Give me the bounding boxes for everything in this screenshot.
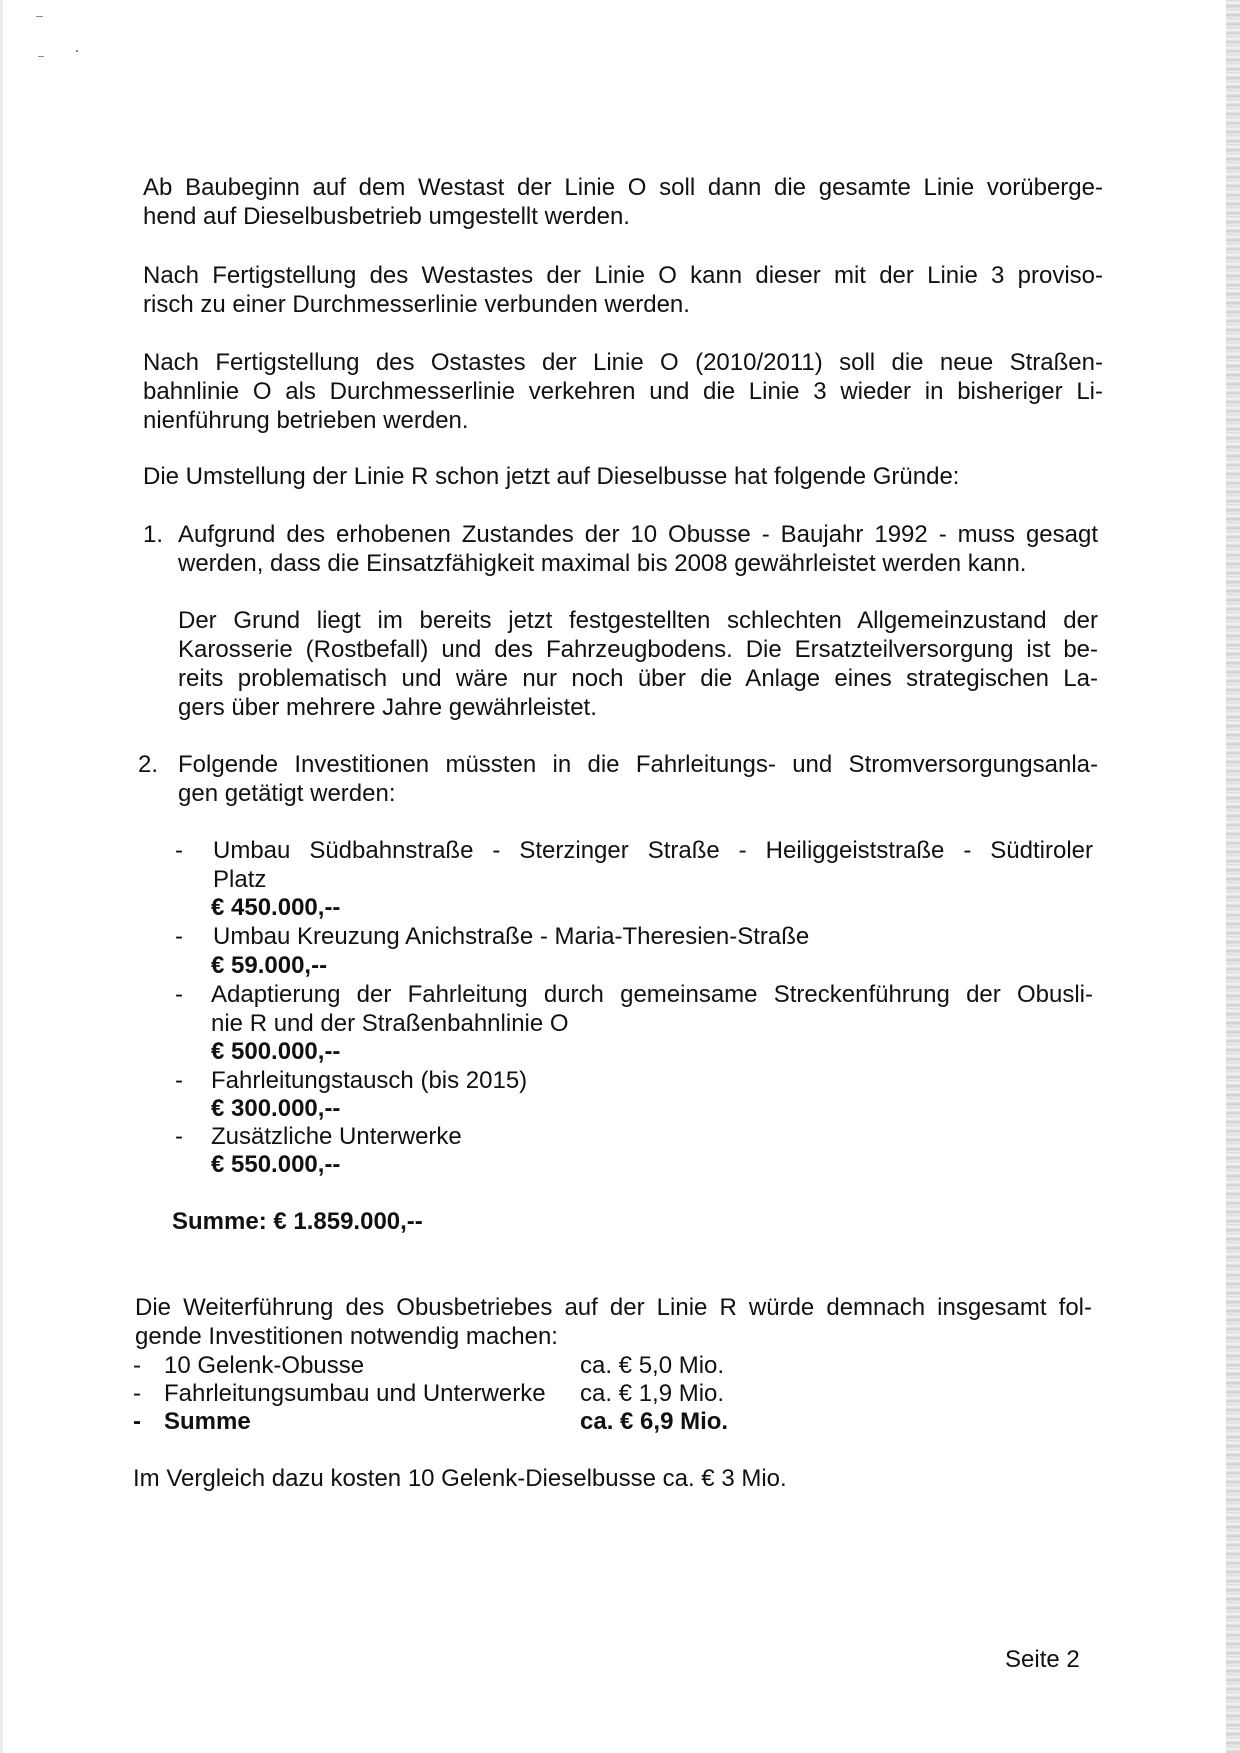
paragraph-line: hend auf Dieselbusbetrieb umgestellt werden.	[143, 203, 630, 230]
cost-row-label: Fahrleitungsumbau und Unterwerke	[164, 1380, 546, 1407]
cost-row-label: 10 Gelenk-Obusse	[164, 1352, 365, 1379]
list-item-line: Karosserie (Rostbefall) und des Fahrzeugbodens. Die Ersatzteilversorgung ist be-	[178, 636, 1098, 663]
scan-speck	[36, 16, 43, 17]
list-item-line: Folgende Investitionen müssten in die Fahrleitungs- und Stromversorgungsanla-	[178, 751, 1098, 778]
investment-cost: € 450.000,--	[211, 894, 341, 921]
investment-item-line: Umbau Kreuzung Anichstraße - Maria-Theresien-Straße	[213, 923, 810, 950]
list-item-line: Aufgrund des erhobenen Zustandes der 10 Obusse - Baujahr 1992 - muss gesagt	[178, 521, 1098, 548]
paragraph-line: Nach Fertigstellung des Westastes der Linie O kann dieser mit der Linie 3 proviso-	[143, 262, 1103, 289]
paragraph-line: risch zu einer Durchmesserlinie verbunden werden.	[143, 291, 690, 318]
investment-cost: € 59.000,--	[211, 952, 328, 979]
list-item-line: Der Grund liegt im bereits jetzt festgestellten schlechten Allgemeinzustand der	[178, 607, 1098, 634]
investment-item-line: Fahrleitungstausch (bis 2015)	[211, 1067, 528, 1094]
investment-item-line: nie R und der Straßenbahnlinie O	[211, 1010, 569, 1037]
paragraph-line: gende Investitionen notwendig machen:	[135, 1323, 558, 1350]
cost-row-dash: -	[133, 1352, 141, 1379]
cost-row-dash: -	[133, 1408, 141, 1435]
scan-edge-right	[1226, 0, 1240, 1753]
cost-row-value: ca. € 6,9 Mio.	[580, 1408, 729, 1435]
scan-speck	[38, 56, 44, 57]
cost-row-value: ca. € 5,0 Mio.	[580, 1352, 725, 1379]
cost-row-value: ca. € 1,9 Mio.	[580, 1380, 725, 1407]
investment-item-line: Umbau Südbahnstraße - Sterzinger Straße - Heiliggeiststraße - Südtiroler	[213, 837, 1093, 864]
bullet-dash: -	[175, 1067, 183, 1094]
paragraph-line: Nach Fertigstellung des Ostastes der Linie O (2010/2011) soll die neue Straßen-	[143, 349, 1103, 376]
bullet-dash: -	[175, 837, 183, 864]
cost-row-label: Summe	[164, 1408, 251, 1435]
paragraph-line: bahnlinie O als Durchmesserlinie verkehren und die Linie 3 wieder in bisheriger Li-	[143, 378, 1103, 405]
bullet-dash: -	[175, 923, 183, 950]
list-item-line: gers über mehrere Jahre gewährleistet.	[178, 694, 597, 721]
bullet-dash: -	[175, 1123, 183, 1150]
list-item-line: reits problematisch und wäre nur noch über die Anlage eines strategischen La-	[178, 665, 1098, 692]
bullet-dash: -	[175, 981, 183, 1008]
page-number: Seite 2	[1005, 1646, 1080, 1673]
investment-item-line: Adaptierung der Fahrleitung durch gemeinsame Streckenführung der Obusli-	[211, 981, 1093, 1008]
investment-cost: € 500.000,--	[211, 1038, 341, 1065]
list-item-line: werden, dass die Einsatzfähigkeit maximal bis 2008 gewährleistet werden kann.	[178, 550, 1027, 577]
list-number: 1.	[143, 521, 164, 548]
scan-speck	[76, 50, 78, 52]
paragraph-line: Die Umstellung der Linie R schon jetzt auf Dieselbusse hat folgende Gründe:	[143, 463, 960, 490]
list-item-line: gen getätigt werden:	[178, 780, 396, 807]
paragraph-line: Im Vergleich dazu kosten 10 Gelenk-Dieselbusse ca. € 3 Mio.	[133, 1465, 787, 1492]
paragraph-line: Die Weiterführung des Obusbetriebes auf der Linie R würde demnach insgesamt fol-	[135, 1294, 1092, 1321]
investment-cost: € 300.000,--	[211, 1095, 341, 1122]
cost-row-dash: -	[133, 1380, 141, 1407]
investment-cost: € 550.000,--	[211, 1151, 341, 1178]
paragraph-line: Ab Baubeginn auf dem Westast der Linie O soll dann die gesamte Linie vorüberge-	[143, 174, 1103, 201]
investment-item-line: Zusätzliche Unterwerke	[211, 1123, 462, 1150]
paragraph-line: nienführung betrieben werden.	[143, 407, 469, 434]
investment-sum: Summe: € 1.859.000,--	[172, 1208, 423, 1235]
scan-edge-left	[0, 0, 3, 1753]
list-number: 2.	[138, 751, 159, 778]
investment-item-line: Platz	[213, 866, 267, 893]
